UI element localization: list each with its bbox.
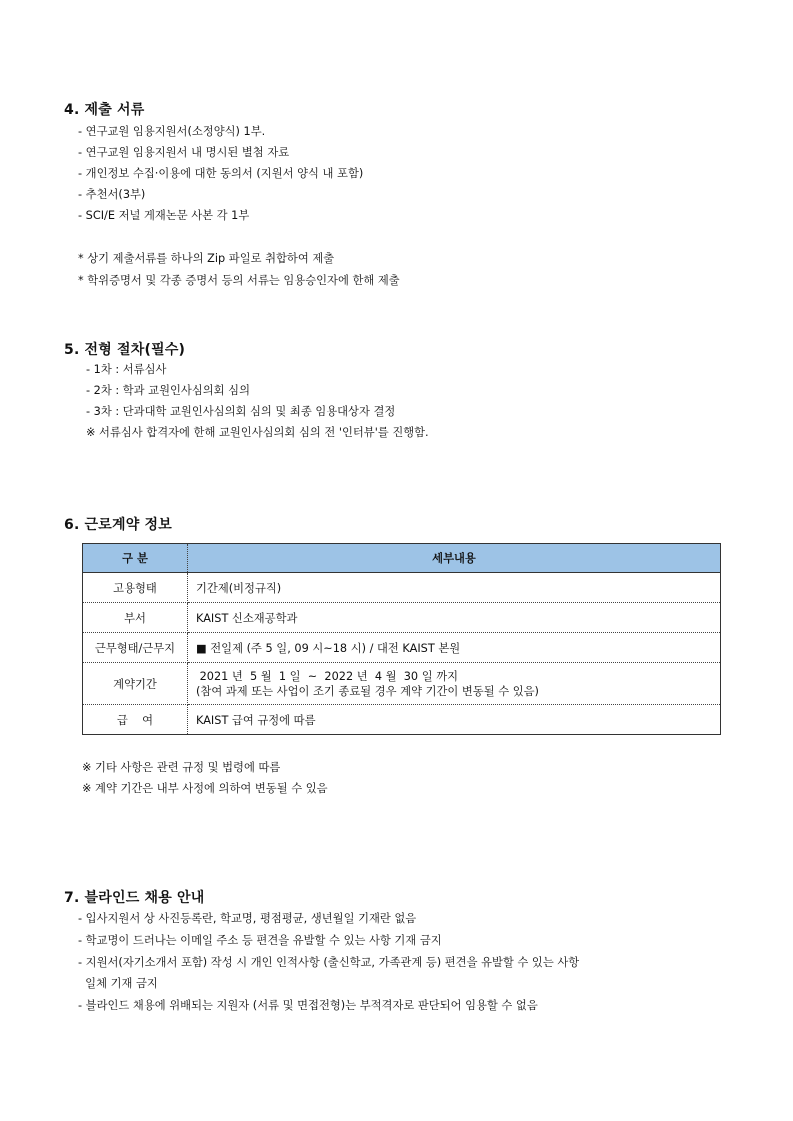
table-cell-value: KAIST 급여 규정에 따름 [188,705,721,735]
table-cell-key: 급 여 [83,705,188,735]
table-row [83,603,721,633]
table-header-value: 세부내용 [188,544,721,573]
contract-period-note: (참여 과제 또는 사업이 조기 종료될 경우 계약 기간이 변동될 수 있음) [196,684,539,698]
table-cell-key: 근무형태/근무지 [83,633,188,663]
table-cell-value [188,663,721,705]
sec5-item: - 2차 : 학과 교원인사심의회 심의 [86,384,250,397]
section-6-heading: 6. 근로계약 정보 [64,517,172,533]
sec4-note: * 상기 제출서류를 하나의 Zip 파일로 취합하여 제출 [78,252,335,265]
table-header-row [83,544,721,573]
sec7-item: - 지원서(자기소개서 포함) 작성 시 개인 인적사항 (출신학교, 가족관계 등) 편견을 유발할 수 있는 사항 [78,956,580,969]
sec4-item: - 개인정보 수집·이용에 대한 동의서 (지원서 양식 내 포함) [78,167,364,180]
table-row [83,633,721,663]
table-row [83,705,721,735]
section-5-heading: 5. 전형 절차(필수) [64,342,186,358]
section-4-heading: 4. 제출 서류 [64,102,145,118]
sec7-item-continued: 일체 기재 금지 [78,977,158,990]
sec5-item: - 1차 : 서류심사 [86,363,167,376]
sec4-item: - SCI/E 저널 게재논문 사본 각 1부 [78,209,250,222]
table-cell-key: 계약기간 [83,663,188,705]
table-cell-value: KAIST 신소재공학과 [188,603,721,633]
table-cell-key: 부서 [83,603,188,633]
contract-period-text: 2021 년 5 월 1 일 ~ 2022 년 4 월 30 일 까지 [196,669,459,683]
sec7-item: - 입사지원서 상 사진등록란, 학교명, 평점평균, 생년월일 기재란 없음 [78,912,417,925]
sec5-note: ※ 서류심사 합격자에 한해 교원인사심의회 심의 전 '인터뷰'를 진행함. [86,426,429,439]
sec4-note: * 학위증명서 및 각종 증명서 등의 서류는 임용승인자에 한해 제출 [78,274,400,287]
section-7-heading: 7. 블라인드 채용 안내 [64,890,205,906]
sec6-note: ※ 기타 사항은 관련 규정 및 법령에 따름 [82,761,281,774]
sec7-item: - 학교명이 드러나는 이메일 주소 등 편견을 유발할 수 있는 사항 기재 금지 [78,934,442,947]
contract-info-table [82,543,721,735]
table-header-key: 구 분 [83,544,188,573]
table-row [83,573,721,603]
sec6-note: ※ 계약 기간은 내부 사정에 의하여 변동될 수 있음 [82,782,328,795]
table-row [83,663,721,705]
table-cell-key: 고용형태 [83,573,188,603]
table-cell-value: 기간제(비정규직) [188,573,721,603]
sec4-item: - 연구교원 임용지원서(소정양식) 1부. [78,125,266,138]
sec4-item: - 연구교원 임용지원서 내 명시된 별첨 자료 [78,146,290,159]
table-cell-value: ■ 전일제 (주 5 일, 09 시~18 시) / 대전 KAIST 본원 [188,633,721,663]
sec4-item: - 추천서(3부) [78,188,146,201]
sec7-item: - 블라인드 채용에 위배되는 지원자 (서류 및 면접전형)는 부적격자로 판단되어 임용할 수 없음 [78,999,538,1012]
sec5-item: - 3차 : 단과대학 교원인사심의회 심의 및 최종 임용대상자 결정 [86,405,396,418]
